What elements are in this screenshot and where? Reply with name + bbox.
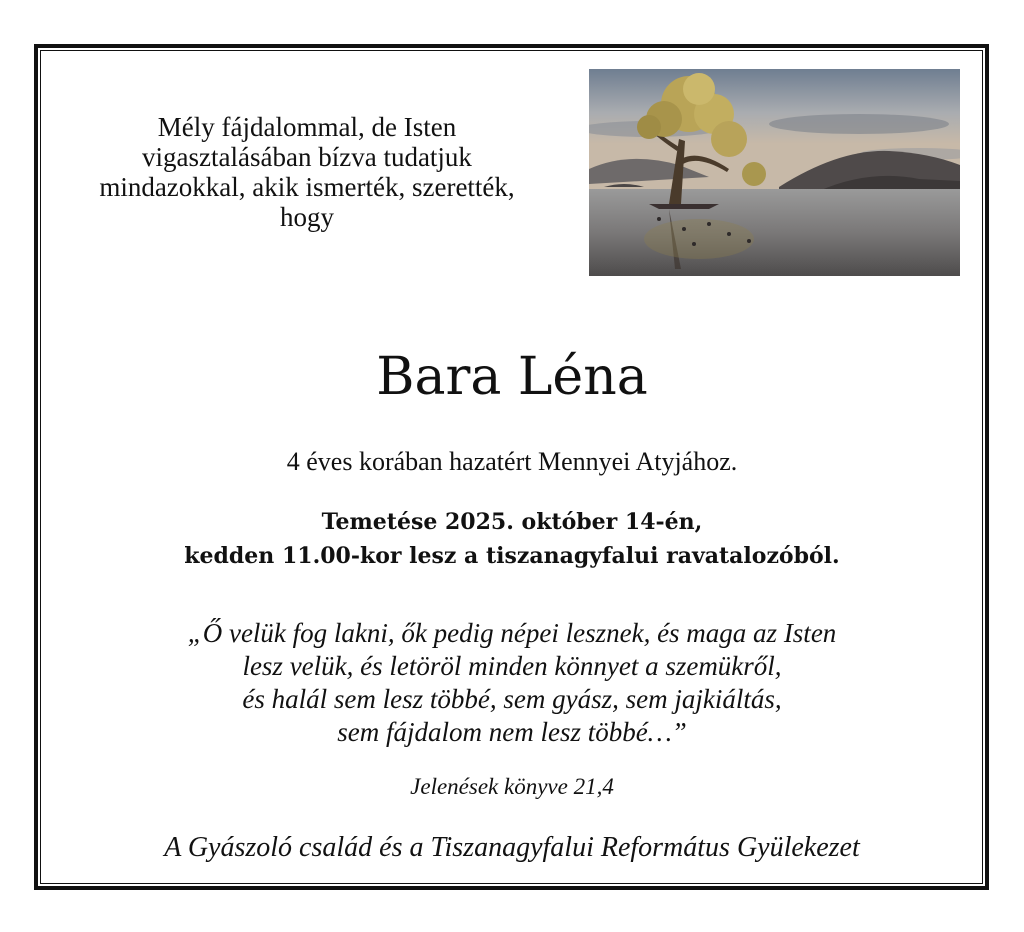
funeral-place-line: kedden 11.00-kor lesz a tiszanagyfalui ravatalozóból. [184, 543, 840, 569]
bible-quote [0, 617, 1024, 749]
lone-tree-lake-photo [589, 69, 960, 276]
age-line: 4 éves korában hazatért Mennyei Atyjához. [286, 447, 738, 476]
quote-line: lesz velük, és letöröl minden könnyet a szemükről, [242, 651, 782, 681]
quote-reference: Jelenések könyve 21,4 [410, 774, 614, 799]
quote-line: sem fájdalom nem lesz többé…” [337, 717, 687, 747]
intro-text: Mély fájdalommal, de Isten vigasztalásában bízva tudatjuk mindazokkal, akik ismerték, szerették, hogy [99, 112, 515, 232]
quote-line: és halál sem lesz többé, sem gyász, sem jajkiáltás, [242, 684, 782, 714]
funeral-details [0, 505, 1024, 573]
deceased-name: Bara Léna [376, 347, 648, 407]
quote-line: „Ő velük fog lakni, ők pedig népei lesznek, és maga az Isten [187, 618, 837, 648]
signature: A Gyászoló család és a Tiszanagyfalui Református Gyülekezet [164, 832, 860, 863]
funeral-date-line: Temetése 2025. október 14-én, [321, 509, 703, 535]
